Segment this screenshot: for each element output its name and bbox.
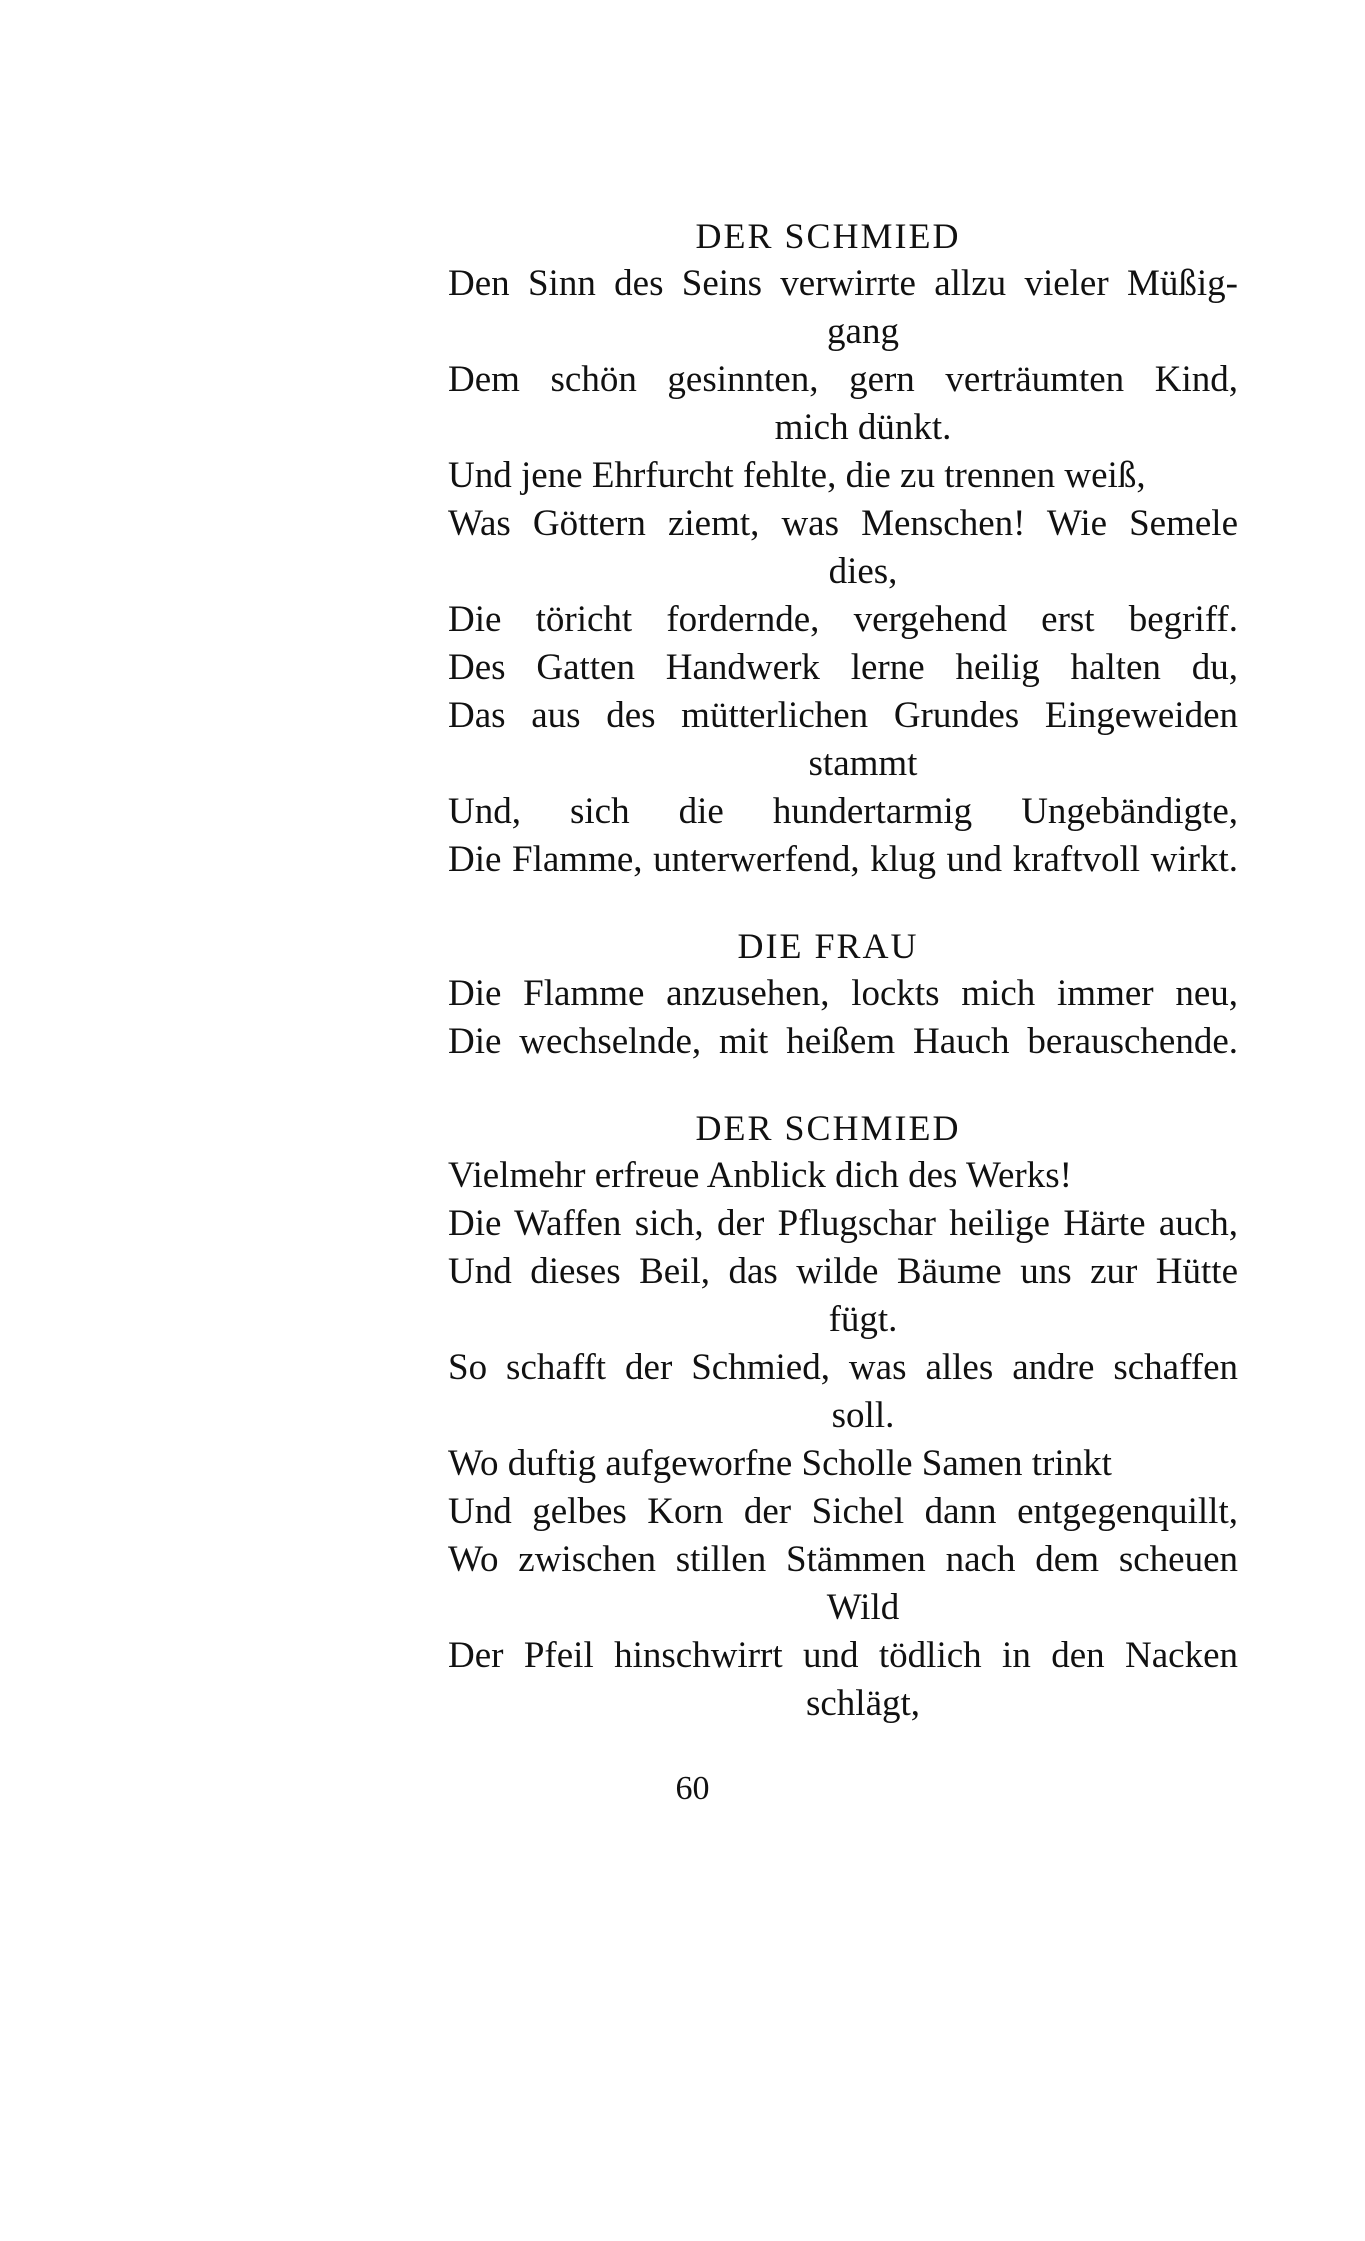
- verse-line: Und jene Ehrfurcht fehlte, die zu trennen weiß,: [448, 455, 1146, 496]
- verse-line: Die Flamme anzusehen, lockts mich immer neu,: [448, 973, 1238, 1014]
- drama-text: [448, 212, 1238, 1728]
- verse-line: Und, sich die hundertarmig Ungebändigte,: [448, 791, 1238, 832]
- verse-line: Dem schön gesinnten, gern verträumten Kind,: [448, 359, 1238, 400]
- verse-line: Die Flamme, unterwerfend, klug und kraftvoll wirkt.: [448, 839, 1238, 880]
- verse-line: Wo duftig aufgeworfne Scholle Samen trinkt: [448, 1443, 1112, 1484]
- verse-line-continuation: soll.: [831, 1395, 895, 1436]
- verse-line: So schafft der Schmied, was alles andre schaffen: [448, 1347, 1238, 1388]
- verse-line: Und gelbes Korn der Sichel dann entgegenquillt,: [448, 1491, 1238, 1532]
- verse-line: Des Gatten Handwerk lerne heilig halten du,: [448, 647, 1238, 688]
- verse-line: Die töricht fordernde, vergehend erst begriff.: [448, 599, 1238, 640]
- page-number: 60: [675, 1770, 710, 1807]
- speaker-name: DER SCHMIED: [695, 216, 961, 256]
- verse-line: Und dieses Beil, das wilde Bäume uns zur Hütte: [448, 1251, 1238, 1292]
- verse-line: Die Waffen sich, der Pflugschar heilige Härte auch,: [448, 1203, 1238, 1244]
- speaker-name: DER SCHMIED: [695, 1108, 961, 1148]
- verse-line-continuation: stammt: [808, 743, 918, 784]
- verse-line-continuation: fügt.: [828, 1299, 898, 1340]
- speaker-name: DIE FRAU: [737, 926, 919, 966]
- verse-line-continuation: Wild: [826, 1587, 900, 1628]
- verse-line: Was Göttern ziemt, was Menschen! Wie Semele: [448, 503, 1238, 544]
- verse-line: Die wechselnde, mit heißem Hauch berauschende.: [448, 1021, 1238, 1062]
- verse-line-continuation: mich dünkt.: [774, 407, 952, 448]
- verse-line: Wo zwischen stillen Stämmen nach dem scheuen: [448, 1539, 1238, 1580]
- verse-line: Vielmehr erfreue Anblick dich des Werks!: [448, 1155, 1072, 1196]
- verse-line-continuation: dies,: [828, 551, 898, 592]
- verse-line: Den Sinn des Seins verwirrte allzu vieler Müßig-: [448, 263, 1238, 304]
- verse-line: Der Pfeil hinschwirrt und tödlich in den Nacken: [448, 1635, 1238, 1676]
- verse-line: Das aus des mütterlichen Grundes Eingeweiden: [448, 695, 1238, 736]
- verse-line-continuation: gang: [827, 311, 899, 352]
- verse-line-continuation: schlägt,: [805, 1683, 921, 1724]
